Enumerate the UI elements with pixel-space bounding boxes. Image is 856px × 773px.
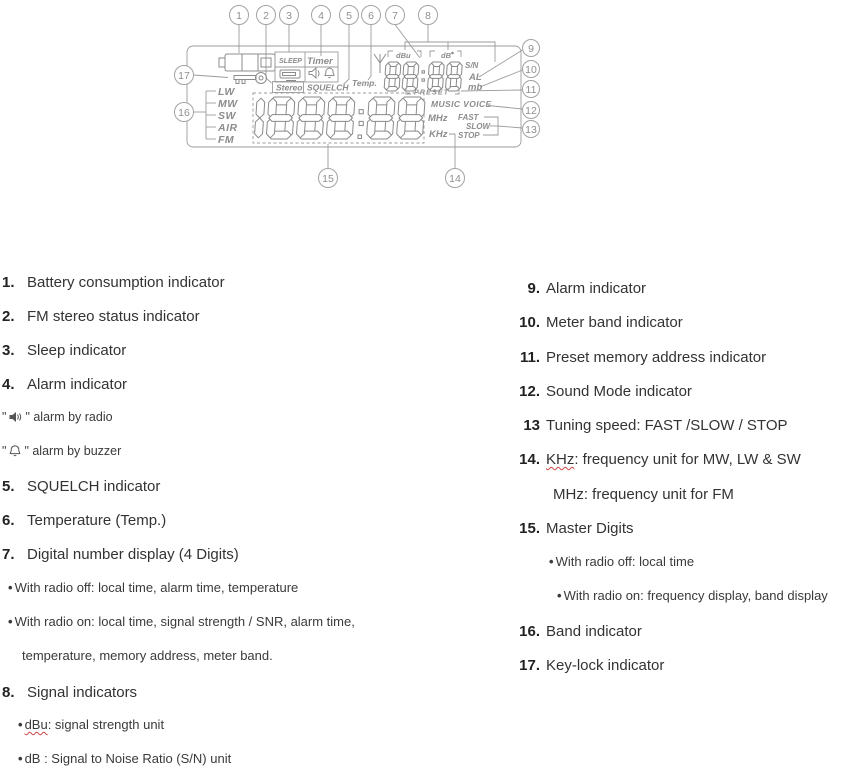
- callout-12: [523, 102, 540, 119]
- svg-text:7: 7: [392, 9, 398, 22]
- note-text: alarm by radio: [33, 410, 113, 424]
- band-mw: MW: [218, 98, 238, 110]
- legend-item-13: [506, 417, 788, 434]
- band-fm: FM: [218, 134, 235, 146]
- timer-label: Timer: [307, 56, 333, 67]
- item-text: Alarm indicator: [27, 376, 128, 393]
- legend-item-6: [2, 512, 166, 529]
- legend-item-14: [506, 451, 801, 468]
- quote-mark: ": [24, 444, 29, 458]
- dbu-word: dBu: [24, 717, 48, 732]
- callout-1: [230, 6, 249, 25]
- item-number: 14.: [519, 451, 540, 468]
- note-text: alarm by buzzer: [32, 444, 122, 458]
- callout-15: [319, 169, 338, 188]
- callout-17: [175, 66, 194, 85]
- svg-text:5: 5: [346, 9, 352, 22]
- bullet-text: : signal strength unit: [47, 717, 165, 732]
- legend-item-15: [506, 520, 634, 537]
- legend-item-12: [506, 383, 692, 400]
- legend-item-2: [2, 308, 200, 325]
- db-label: dB: [441, 51, 451, 60]
- khz-word: KHz: [546, 451, 575, 468]
- band-sw: SW: [218, 110, 236, 122]
- legend-bullet-radio-on-right: [557, 589, 828, 604]
- svg-text:17: 17: [178, 69, 190, 82]
- sleep-timer-box: [275, 52, 338, 82]
- svg-text:13: 13: [525, 123, 537, 136]
- legend-item-8: [2, 684, 137, 701]
- callout-3: [280, 6, 299, 25]
- item-number: 11.: [519, 349, 540, 366]
- continuation-text: temperature, memory address, meter band.: [22, 648, 273, 663]
- callout-14: [446, 169, 465, 188]
- bullet-text: dB : Signal to Noise Ratio (S/N) unit: [24, 751, 232, 766]
- item-number: 15.: [519, 520, 540, 537]
- item-number: 17.: [519, 657, 540, 674]
- legend-item-5: [2, 478, 160, 495]
- legend-item-11: [506, 349, 766, 366]
- bullet-text: With radio on: local time, signal strength / SNR, alarm time,: [14, 614, 355, 629]
- legend-bullet-db: [18, 752, 231, 767]
- band-lw: LW: [218, 86, 235, 98]
- temp-label: Temp.: [352, 78, 377, 88]
- item-text: Temperature (Temp.): [27, 512, 167, 529]
- bullet-text: With radio off: local time: [555, 554, 695, 569]
- svg-text:14: 14: [449, 172, 461, 185]
- bullet-text: With radio off: local time, alarm time, temperature: [14, 580, 299, 595]
- sound-mode-label: MUSIC VOICE: [431, 99, 492, 109]
- fast-label: FAST: [458, 113, 479, 122]
- antenna-icon: [374, 54, 386, 73]
- bullet-mark: •: [18, 751, 23, 766]
- legend-item-16: [506, 623, 642, 640]
- squelch-label: SQUELCH: [307, 82, 349, 93]
- quote-mark: ": [2, 410, 7, 424]
- quote-mark: ": [25, 410, 30, 424]
- slow-label: SLOW: [466, 122, 490, 131]
- item-text: SQUELCH indicator: [27, 478, 161, 495]
- legend-item-17: [506, 657, 664, 674]
- legend-continuation: [22, 649, 273, 664]
- continuation-text: MHz: frequency unit for FM: [553, 486, 734, 503]
- legend-bullet-radio-off-right: [549, 555, 694, 570]
- item-number: 12.: [519, 383, 540, 400]
- item-text: Master Digits: [546, 520, 634, 537]
- svg-text:15: 15: [322, 172, 334, 185]
- callout-11: [523, 81, 540, 98]
- item-number: 4.: [2, 376, 15, 393]
- callout-10: [523, 61, 540, 78]
- item-text: FM stereo status indicator: [27, 308, 200, 325]
- item-text: Signal indicators: [27, 684, 138, 701]
- svg-text:12: 12: [525, 104, 537, 117]
- svg-text:10: 10: [525, 63, 537, 76]
- stereo-label: Stereo: [276, 82, 303, 93]
- item-number: 5.: [2, 478, 15, 495]
- legend-note-alarm-radio: [2, 410, 113, 424]
- item-number: 6.: [2, 512, 15, 529]
- alarm-al-label: AL: [469, 72, 482, 83]
- legend-item-1: [2, 274, 225, 291]
- legend-item-3: [2, 342, 126, 359]
- item-number: 1.: [2, 274, 15, 291]
- callout-16: [175, 103, 194, 122]
- band-indicator-labels: [217, 86, 238, 146]
- svg-text:4: 4: [318, 9, 324, 22]
- preset-label: PRESET: [414, 89, 450, 97]
- dbu-label: dBu: [396, 51, 411, 60]
- svg-text:3: 3: [286, 9, 292, 22]
- item-number: 13: [523, 417, 540, 434]
- master-digits-display: [254, 97, 425, 139]
- battery-icon: [219, 54, 275, 71]
- khz-label: KHz: [429, 129, 448, 140]
- bell-icon: [9, 445, 21, 457]
- stop-label: STOP: [458, 131, 480, 140]
- svg-text:6: 6: [368, 9, 374, 22]
- item-text: Tuning speed: FAST /SLOW / STOP: [546, 417, 788, 434]
- item-number: 8.: [2, 684, 15, 701]
- legend-note-alarm-buzzer: [2, 444, 121, 458]
- band-air: AIR: [218, 122, 238, 134]
- item-text: Meter band indicator: [546, 314, 683, 331]
- item-number: 7.: [2, 546, 15, 563]
- item-text: : frequency unit for MW, LW & SW: [574, 451, 801, 468]
- callout-5: [340, 6, 359, 25]
- legend-continuation-mhz: [553, 486, 734, 503]
- legend-bullet-dbu: [18, 718, 164, 733]
- mhz-label: MHz: [428, 113, 448, 124]
- legend-bullet-radio-on: [8, 615, 355, 630]
- svg-text:9: 9: [528, 42, 534, 55]
- item-text: Alarm indicator: [546, 280, 647, 297]
- item-text: Sound Mode indicator: [546, 383, 692, 400]
- callout-13: [523, 121, 540, 138]
- legend-item-7: [2, 546, 239, 563]
- key-lock-icon: [234, 73, 267, 84]
- item-text: Digital number display (4 Digits): [27, 546, 239, 563]
- decimal-point: [358, 135, 362, 139]
- item-number: 10.: [519, 314, 540, 331]
- item-text: Preset memory address indicator: [546, 349, 767, 366]
- item-number: 2.: [2, 308, 15, 325]
- bullet-mark: •: [18, 717, 23, 732]
- bullet-mark: •: [549, 554, 554, 569]
- sleep-bar-inner: [283, 73, 296, 76]
- alarm-buzzer-bell-icon: [325, 68, 334, 78]
- callout-8: [419, 6, 438, 25]
- legend-item-9: [506, 280, 646, 297]
- item-text: Sleep indicator: [27, 342, 127, 359]
- svg-text:1: 1: [236, 9, 242, 22]
- legend-bullet-radio-off: [8, 581, 298, 596]
- callout-6: [362, 6, 381, 25]
- bullet-text: With radio on: frequency display, band display: [563, 588, 828, 603]
- svg-text:16: 16: [178, 106, 190, 119]
- item-text: Key-lock indicator: [546, 657, 665, 674]
- bullet-mark: •: [557, 588, 562, 603]
- callout-2: [257, 6, 276, 25]
- quote-mark: ": [2, 444, 7, 458]
- callout-4: [312, 6, 331, 25]
- item-number: 3.: [2, 342, 15, 359]
- meter-band-mb-label: mb: [468, 82, 483, 93]
- legend-item-4: [2, 376, 127, 393]
- callout-7: [386, 6, 405, 25]
- svg-text:11: 11: [525, 83, 537, 96]
- sleep-label: SLEEP: [279, 58, 302, 65]
- item-text: Band indicator: [546, 623, 642, 640]
- item-number: 9.: [527, 280, 540, 297]
- band-bracket: [206, 91, 216, 139]
- sn-label: S/N: [465, 61, 479, 70]
- alarm-radio-speaker-icon: [309, 68, 316, 78]
- bullet-mark: •: [8, 580, 13, 595]
- legend-item-10: [506, 314, 683, 331]
- digital-number-display: [384, 62, 462, 91]
- svg-text:2: 2: [263, 9, 269, 22]
- speaker-icon: [9, 411, 22, 423]
- bullet-mark: •: [8, 614, 13, 629]
- svg-text:8: 8: [425, 9, 431, 22]
- signal-unit-labels: [388, 51, 461, 60]
- item-text: Battery consumption indicator: [27, 274, 225, 291]
- callout-9: [523, 40, 540, 57]
- db-dot: [451, 52, 454, 55]
- lcd-display-diagram: [0, 0, 856, 232]
- item-number: 16.: [519, 623, 540, 640]
